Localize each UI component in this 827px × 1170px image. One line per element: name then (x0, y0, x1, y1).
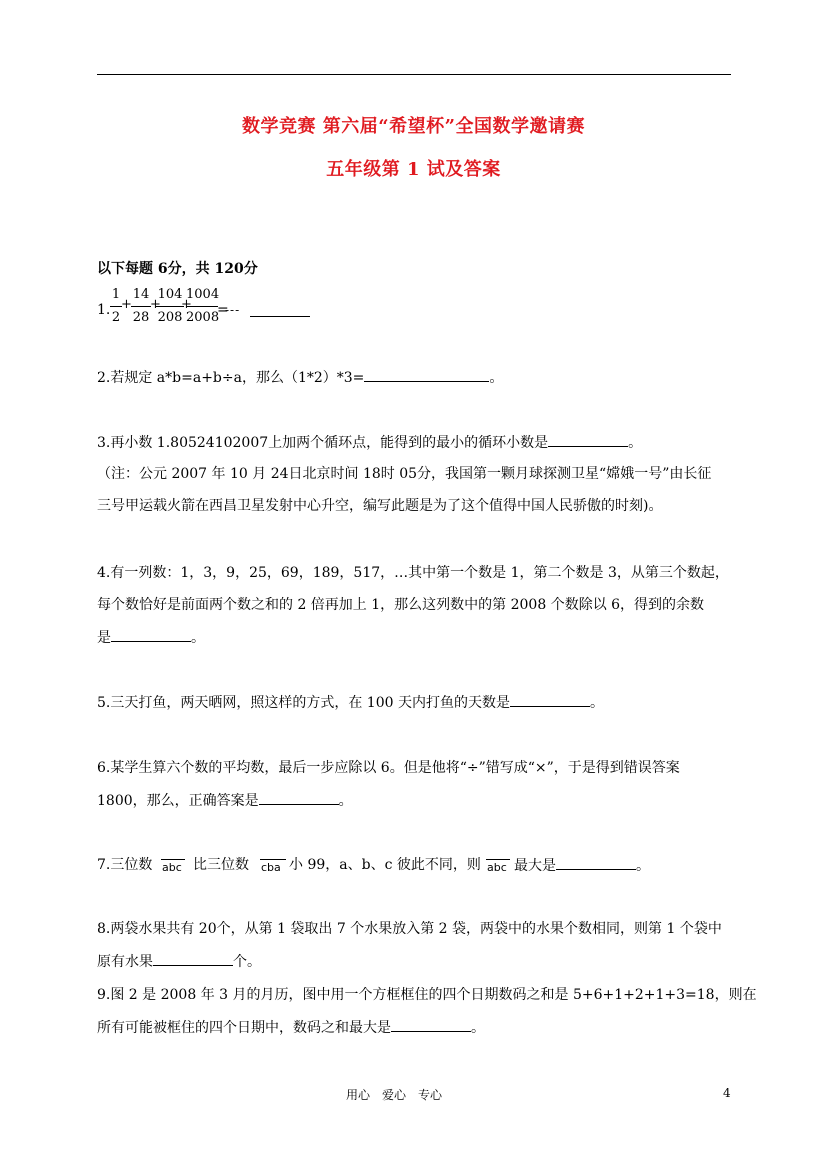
q9-answer-blank (391, 1017, 471, 1032)
q1-plus-3: + (181, 297, 192, 312)
header-rule (97, 74, 731, 75)
q3-text: 3.再小数 1.80524102007上加两个循环点，能得到的最小的循环小数是 (97, 435, 549, 451)
q2-text: 2.若规定 a*b=a+b÷a，那么（1*2）*3= (97, 370, 365, 386)
question-5 (97, 692, 604, 713)
question-2 (97, 367, 503, 388)
q4-line2: 每个数恰好是前面两个数之和的 2 倍再加上 1，那么这列数中的第 2008 个数除以 6，得到的余数 (97, 597, 705, 613)
q7-answer-blank (556, 855, 636, 870)
q6-end: 。 (338, 793, 353, 809)
q4-line3 (97, 627, 205, 648)
q1-frac3-den: 208 (157, 310, 183, 325)
q8-line1: 8.两袋水果共有 20个，从第 1 袋取出 7 个水果放入第 2 袋，两袋中的水果个数相同，则第 1 个袋中 (97, 921, 722, 937)
q6-answer-blank (259, 790, 339, 805)
q9-line2-text: 所有可能被框住的四个日期中，数码之和最大是 (97, 1020, 391, 1036)
q1-frac2-den: 28 (132, 310, 150, 325)
q8-answer-blank (153, 951, 233, 966)
q2-answer-blank (364, 367, 489, 382)
q4-line1: 4.有一列数：1，3，9，25，69，189，517，…其中第一个数是 1，第二个数是 3，从第三个数起， (97, 565, 729, 581)
q1-frac4-bar (186, 306, 218, 307)
q4-line3-start: 是 (97, 630, 111, 646)
q1-frac4-num: 1004 (186, 287, 220, 302)
q1-answer-blank (250, 316, 310, 317)
q7-abc-1: abc (162, 861, 182, 874)
q1-frac1-num: 1 (111, 287, 121, 302)
page-title: 数学竞赛 第六届“希望杯”全国数学邀请赛 (242, 116, 585, 137)
q8-line2-start: 原有水果 (97, 954, 153, 970)
q1-number: 1. (97, 302, 111, 318)
q7-cba-overline (260, 859, 286, 860)
q7-part1: 7.三位数 (97, 857, 153, 873)
q7-end: 。 (636, 858, 650, 874)
q7-part3: 小 99，a、b、c 彼此不同，则 (289, 857, 481, 873)
q1-frac1-den: 2 (111, 310, 121, 325)
q1-frac2-bar (131, 306, 151, 307)
intro-scoring: 以下每题 6分，共 120分 (97, 261, 258, 277)
q1-dashes: --- (225, 303, 241, 317)
q8-line2 (97, 951, 261, 972)
footer-motto: 用心 爱心 专心 (346, 1088, 443, 1102)
q6-line2 (97, 790, 353, 811)
q6-line1: 6.某学生算六个数的平均数，最后一步应除以 6。但是他将“÷”错写成“×”，于是得到错误答案 (97, 760, 680, 776)
q3-answer-blank (548, 432, 628, 447)
q6-line2-text: 1800，那么，正确答案是 (97, 793, 259, 809)
q9-line2 (97, 1017, 485, 1038)
q7-cba: cba (261, 861, 281, 874)
q1-frac4-den: 2008 (186, 310, 220, 325)
q7-part2: 比三位数 (193, 857, 249, 873)
q3-end: 。 (628, 435, 643, 451)
q1-plus-2: + (150, 297, 161, 312)
q4-end: 。 (191, 630, 205, 646)
q2-end: 。 (489, 370, 504, 386)
question-3 (97, 432, 642, 453)
q5-answer-blank (510, 692, 590, 707)
q7-tail (514, 855, 650, 876)
q7-abc-2: abc (487, 861, 507, 874)
q3-note-line1: （注：公元 2007 年 10 月 24日北京时间 18时 05分，我国第一颗月球探测卫星“嫦娥一号”由长征 (97, 466, 712, 482)
page-subtitle: 五年级第 1 试及答案 (326, 159, 501, 180)
q4-answer-blank (111, 627, 191, 642)
q7-abc-overline-1 (161, 859, 185, 860)
q1-plus-1: + (121, 297, 132, 312)
page-number: 4 (723, 1086, 731, 1100)
q1-frac2-num: 14 (132, 287, 150, 302)
q3-note-line2: 三号甲运载火箭在西昌卫星发射中心升空，编写此题是为了这个值得中国人民骄傲的时刻)。 (97, 498, 663, 514)
q9-end: 。 (471, 1020, 485, 1036)
q8-line2-end: 个。 (233, 954, 261, 970)
q7-part4: 最大是 (514, 858, 556, 874)
q5-end: 。 (589, 695, 604, 711)
q7-abc-overline-2 (486, 859, 510, 860)
q9-line1: 9.图 2 是 2008 年 3 月的月历，图中用一个方框框住的四个日期数码之和是 5+6+1+2+1+3=18，则在 (97, 987, 757, 1003)
q1-frac3-num: 104 (157, 287, 183, 302)
q5-text: 5.三天打鱼，两天晒网，照这样的方式，在 100 天内打鱼的天数是 (97, 695, 510, 711)
q1-equals: = (217, 302, 229, 318)
q1-frac3-bar (156, 306, 184, 307)
